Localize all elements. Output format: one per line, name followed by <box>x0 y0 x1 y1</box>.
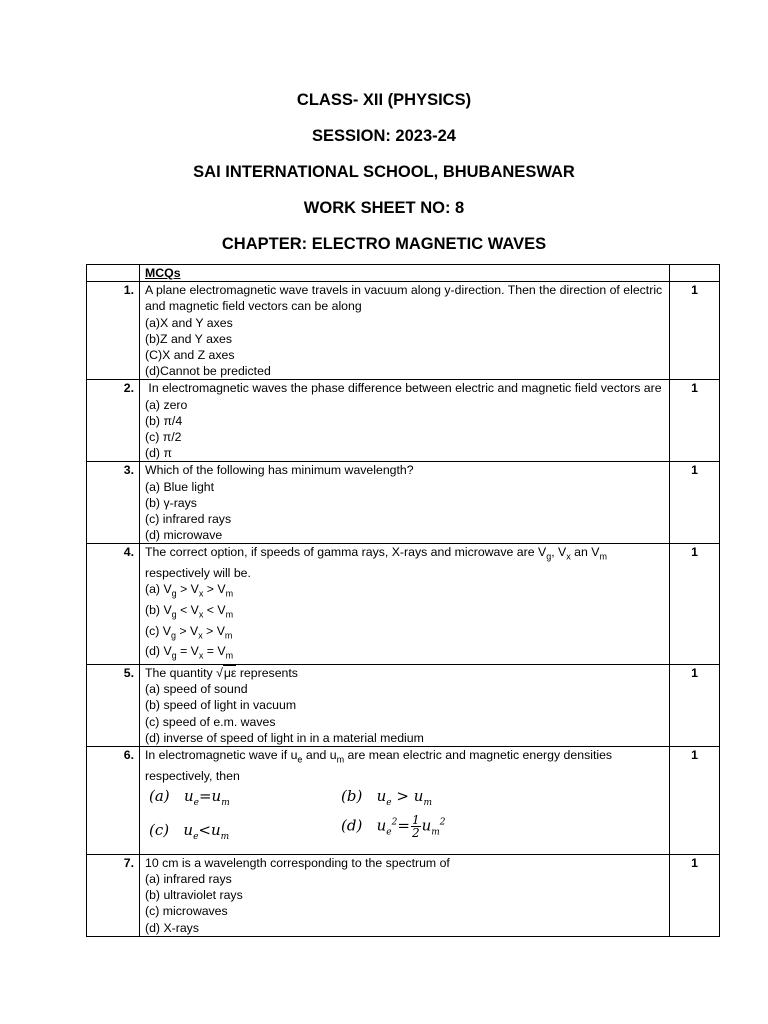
option: (d)Cannot be predicted <box>145 364 271 379</box>
subscript: m <box>225 650 234 661</box>
option <box>145 581 664 602</box>
table-row <box>87 462 720 544</box>
question-text-part: The quantity <box>145 665 217 680</box>
session-heading: SESSION: 2023-24 <box>312 127 456 145</box>
option-part: < V <box>203 602 226 617</box>
option: (a) Blue light <box>145 479 215 494</box>
denominator: 2 <box>411 825 420 840</box>
subscript: g <box>170 630 176 641</box>
subscript: x <box>198 588 204 599</box>
table-row <box>87 746 720 854</box>
option <box>145 623 664 644</box>
option <box>145 602 664 623</box>
option-label: (b) <box>341 786 363 805</box>
symbol: u <box>211 820 221 839</box>
subscript: e <box>386 827 392 838</box>
header-marks-cell <box>670 265 720 282</box>
marks-cell: 1 <box>670 462 720 544</box>
question-cell <box>140 380 670 462</box>
option: (c) speed of e.m. waves <box>145 714 276 729</box>
symbol: u <box>183 786 194 805</box>
subscript: m <box>336 754 345 765</box>
table-row <box>87 282 720 380</box>
equation-options <box>145 784 664 854</box>
question-cell <box>140 282 670 380</box>
question-text-part: an V <box>570 545 600 560</box>
question-cell <box>140 462 670 544</box>
option-b <box>341 788 432 811</box>
subscript: g <box>171 650 177 661</box>
option <box>145 643 664 664</box>
subscript: e <box>386 797 392 808</box>
question-number: 7. <box>87 854 140 936</box>
chapter-heading: CHAPTER: ELECTRO MAGNETIC WAVES <box>221 235 547 253</box>
relation: = <box>198 786 212 805</box>
symbol: u <box>413 786 424 805</box>
question-text-part: The correct option, if speeds of gamma rays, X-rays and microwave are V <box>145 545 547 560</box>
subscript: x <box>566 551 571 562</box>
option-c <box>149 822 229 845</box>
table-row <box>87 380 720 462</box>
option-part: = V <box>203 644 226 659</box>
question-number: 5. <box>87 664 140 746</box>
marks-cell: 1 <box>670 746 720 854</box>
option-part: (d) V <box>145 644 172 659</box>
question-text-part: and u <box>302 747 337 762</box>
option: (a) infrared rays <box>145 872 232 887</box>
option: (c) π/2 <box>145 430 182 445</box>
question-text <box>145 747 664 784</box>
table-row <box>87 544 720 664</box>
marks-cell: 1 <box>670 282 720 380</box>
question-text: In electromagnetic waves the phase difference between electric and magnetic field vectors are <box>145 381 662 396</box>
table-row <box>87 664 720 746</box>
school-heading: SAI INTERNATIONAL SCHOOL, BHUBANESWAR <box>193 163 575 181</box>
subscript: m <box>220 831 230 842</box>
subscript: m <box>599 551 607 562</box>
option-label: (c) <box>149 820 170 839</box>
option-label: (d) <box>341 816 363 835</box>
table-header-row <box>87 265 720 282</box>
option: (d) inverse of speed of light in in a material medium <box>145 730 424 745</box>
worksheet-heading: WORK SHEET NO: 8 <box>303 199 465 217</box>
question-text-part: , V <box>551 545 567 560</box>
option: (d) π <box>145 446 172 461</box>
option: (a) speed of sound <box>145 682 248 697</box>
worksheet-header <box>0 86 768 266</box>
fraction <box>411 814 421 839</box>
option-part: < V <box>176 602 199 617</box>
subscript: x <box>198 630 203 641</box>
question-number: 2. <box>87 380 140 462</box>
sqrt-sign: √ <box>216 665 223 680</box>
option-part: (c) V <box>145 623 171 638</box>
option: (C)X and Z axes <box>145 348 235 363</box>
option: (b) γ-rays <box>145 495 197 510</box>
question-text-part: represents <box>236 665 298 680</box>
option-part: (a) V <box>145 582 172 597</box>
marks-cell: 1 <box>670 380 720 462</box>
question-cell <box>140 544 670 664</box>
subscript: m <box>225 609 234 620</box>
option: (d) microwave <box>145 528 223 543</box>
subscript: e <box>193 831 199 842</box>
marks-cell: 1 <box>670 854 720 936</box>
option-part: > V <box>175 623 199 638</box>
question-cell <box>140 664 670 746</box>
relation: = <box>397 816 410 835</box>
option-d <box>341 814 446 841</box>
class-heading: CLASS- XII (PHYSICS) <box>296 91 472 109</box>
marks-cell: 1 <box>670 664 720 746</box>
question-number: 4. <box>87 544 140 664</box>
option: (d) X-rays <box>145 920 199 935</box>
question-cell <box>140 746 670 854</box>
option-label: (a) <box>149 786 170 805</box>
header-title-cell <box>140 265 670 282</box>
question-number: 1. <box>87 282 140 380</box>
question-text: A plane electromagnetic wave travels in vacuum along y-direction. Then the direction of electric and magnetic field vectors can be along <box>145 283 663 314</box>
question-cell <box>140 854 670 936</box>
question-number: 3. <box>87 462 140 544</box>
subscript: m <box>225 588 234 599</box>
marks-cell: 1 <box>670 544 720 664</box>
subscript: e <box>193 797 199 808</box>
subscript: x <box>198 650 204 661</box>
subscript: g <box>171 588 177 599</box>
sqrt-content: με <box>223 665 237 680</box>
option: (c) microwaves <box>145 904 228 919</box>
question-text: Which of the following has minimum wavelength? <box>145 463 414 478</box>
question-number: 6. <box>87 746 140 854</box>
relation: < <box>198 820 211 839</box>
header-num-cell <box>87 265 140 282</box>
questions-table <box>86 264 720 937</box>
symbol: u <box>376 786 387 805</box>
symbol: u <box>376 816 387 835</box>
superscript: 2 <box>391 817 398 828</box>
subscript: m <box>221 797 230 808</box>
question-text-part: are mean electric and magnetic energy densities respectively, then <box>145 747 613 783</box>
option-part: > V <box>203 582 226 597</box>
question-text <box>145 544 664 581</box>
option-part: > V <box>202 623 225 638</box>
subscript: e <box>297 754 303 765</box>
subscript: g <box>171 609 177 620</box>
question-text: 10 cm is a wavelength corresponding to the spectrum of <box>145 855 450 870</box>
option: (a) zero <box>145 397 188 412</box>
option: (b) π/4 <box>145 413 183 428</box>
option: (a)X and Y axes <box>145 315 233 330</box>
symbol: u <box>183 820 194 839</box>
numerator: 1 <box>411 812 420 827</box>
subscript: m <box>224 630 233 641</box>
question-text <box>145 665 664 681</box>
subscript: x <box>198 609 204 620</box>
option: (c) infrared rays <box>145 512 232 527</box>
table-row <box>87 854 720 936</box>
subscript: m <box>423 797 432 808</box>
option-part: = V <box>176 644 199 659</box>
question-text-part: respectively will be. <box>145 566 251 581</box>
option: (b) ultraviolet rays <box>145 888 243 903</box>
option: (b)Z and Y axes <box>145 331 233 346</box>
option-part: (b) V <box>145 602 172 617</box>
relation: > <box>396 786 409 805</box>
option: (b) speed of light in vacuum <box>145 698 297 713</box>
option-a <box>149 788 230 811</box>
superscript: 2 <box>439 817 446 828</box>
section-title: MCQs <box>145 266 181 280</box>
option-part: > V <box>176 582 199 597</box>
symbol: u <box>421 816 432 835</box>
question-text-part: In electromagnetic wave if u <box>145 747 298 762</box>
subscript: m <box>431 827 440 838</box>
subscript: g <box>546 551 552 562</box>
symbol: u <box>211 786 222 805</box>
